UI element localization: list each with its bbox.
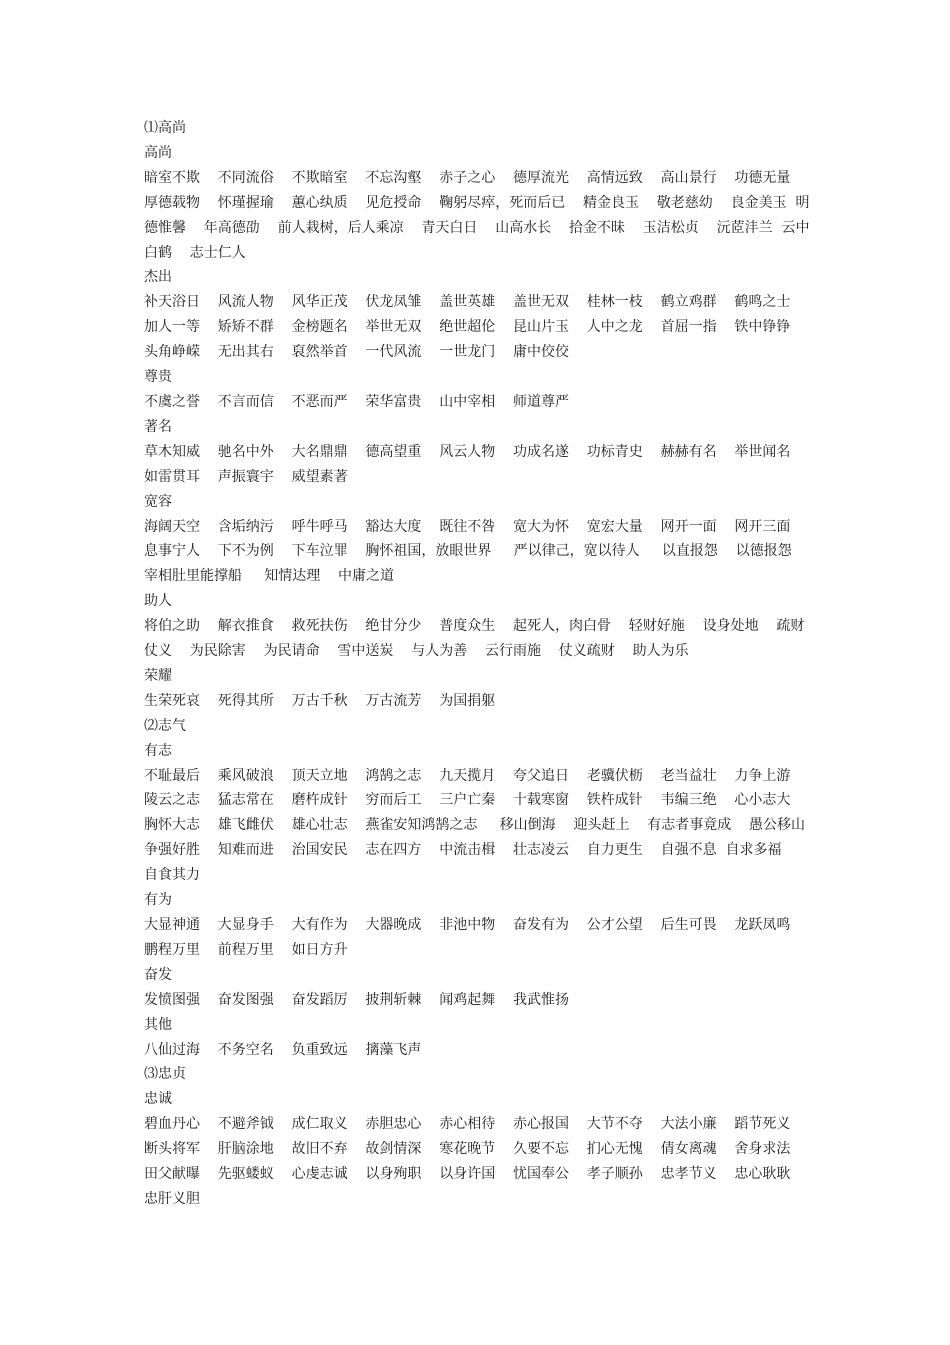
idiom-list: 暗室不欺 不同流俗 不欺暗室 不忘沟壑 赤子之心 德厚流光 高情远致 高山景行 功德无量 厚德载物 怀瑾握瑜 蕙心纨质 见危授命 鞠躬尽瘁，死而后已 精金良玉 敬老慈幼 良金美玉 明德惟馨 年高德劭 前人栽树，后人乘凉 青天白日 山高水长 拾金不昧 玉洁松贞 沅茝沣兰 云中白鹤 志士仁人 — [144, 169, 810, 261]
group-heading: 其他 — [144, 1016, 172, 1033]
group-heading: 高尚 — [144, 144, 172, 161]
document-body — [144, 116, 823, 1212]
group-heading: 奋发 — [144, 966, 172, 983]
group-heading: 杰出 — [144, 269, 172, 286]
idiom-list: 补天浴日 风流人物 风华正茂 伏龙凤雏 盖世英雄 盖世无双 桂林一枝 鹤立鸡群 鹤鸣之士 加人一等 矫矫不群 金榜题名 举世无双 绝世超伦 昆山片玉 人中之龙 首屈一指 铁中铮铮 头角峥嵘 无出其右 裒然举首 一代风流 一世龙门 庸中佼佼 — [144, 294, 800, 361]
section-title-zhiqi: ⑵志气 — [144, 717, 186, 734]
group-heading: 有志 — [144, 742, 172, 759]
group-heading: 有为 — [144, 892, 172, 909]
idiom-list: 草木知威 驰名中外 大名鼎鼎 德高望重 风云人物 功成名遂 功标青史 赫赫有名 举世闻名 如雷贯耳 声振寰宇 威望素著 — [144, 443, 800, 485]
idiom-list: 海阔天空 含垢纳污 呼牛呼马 豁达大度 既往不咎 宽大为怀 宽宏大量 网开一面 网开三面 息事宁人 下不为例 下车泣罪 胸怀祖国，放眼世界 严以律己，宽以待人 以直报怨 以德报怨 宰相肚里能撑船 知情达理 中庸之道 — [144, 518, 810, 585]
idiom-list: 生荣死哀 死得其所 万古千秋 万古流芳 为国捐躯 — [144, 692, 496, 709]
group-heading: 尊贵 — [144, 369, 172, 386]
idiom-list: 碧血丹心 不避斧钺 成仁取义 赤胆忠心 赤心相待 赤心报国 大节不夺 大法小廉 蹈节死义 断头将军 肝脑涂地 故旧不弃 故剑情深 寒花晚节 久要不忘 扪心无愧 倩女离魂 舍身求法 田父献曝 先驱蝼蚁 心虔志诚 以身殉职 以身许国 忧国奉公 孝子顺孙 忠孝节义 忠心耿耿 忠肝义胆 — [144, 1116, 800, 1207]
section-title-zhongzhen: ⑶忠贞 — [144, 1066, 186, 1083]
group-heading: 助人 — [144, 593, 172, 610]
idiom-list: 不虞之誉 不言而信 不恶而严 荣华富贵 山中宰相 师道尊严 — [144, 393, 570, 410]
group-heading: 宽容 — [144, 493, 172, 510]
section-title-gaoshang: ⑴高尚 — [144, 120, 186, 136]
group-heading: 荣耀 — [144, 667, 172, 684]
idiom-list: 将伯之助 解衣推食 救死扶伤 绝甘分少 普度众生 起死人，肉白骨 轻财好施 设身处地 疏财仗义 为民除害 为民请命 雪中送炭 与人为善 云行雨施 仗义疏财 助人为乐 — [144, 618, 805, 660]
idiom-list: 大显神通 大显身手 大有作为 大器晚成 非池中物 奋发有为 公才公望 后生可畏 龙跃凤鸣 鹏程万里 前程万里 如日方升 — [144, 917, 800, 958]
group-heading: 著名 — [144, 418, 172, 435]
idiom-list: 发愤图强 奋发图强 奋发蹈厉 披荆斩棘 闻鸡起舞 我武惟扬 — [144, 991, 570, 1008]
idiom-list: 八仙过海 不务空名 负重致远 摛藻飞声 — [144, 1041, 422, 1058]
idiom-list: 不耻最后 乘风破浪 顶天立地 鸿鹄之志 九天揽月 夸父追日 老骥伏枥 老当益壮 力争上游 陵云之志 猛志常在 磨杵成针 穷而后工 三户亡秦 十载寒窗 铁杵成针 韦编三绝 心小志大 胸怀大志 雄飞雌伏 雄心壮志 燕雀安知鸿鹄之志 移山倒海 迎头赶上 有志者事竟成 愚公移山 争强好胜 知难而进 治国安民 志在四方 中流击楫 壮志凌云 自力更生 自强不息 自求多福 自食其力 — [144, 767, 823, 884]
group-heading: 忠诚 — [144, 1091, 172, 1108]
